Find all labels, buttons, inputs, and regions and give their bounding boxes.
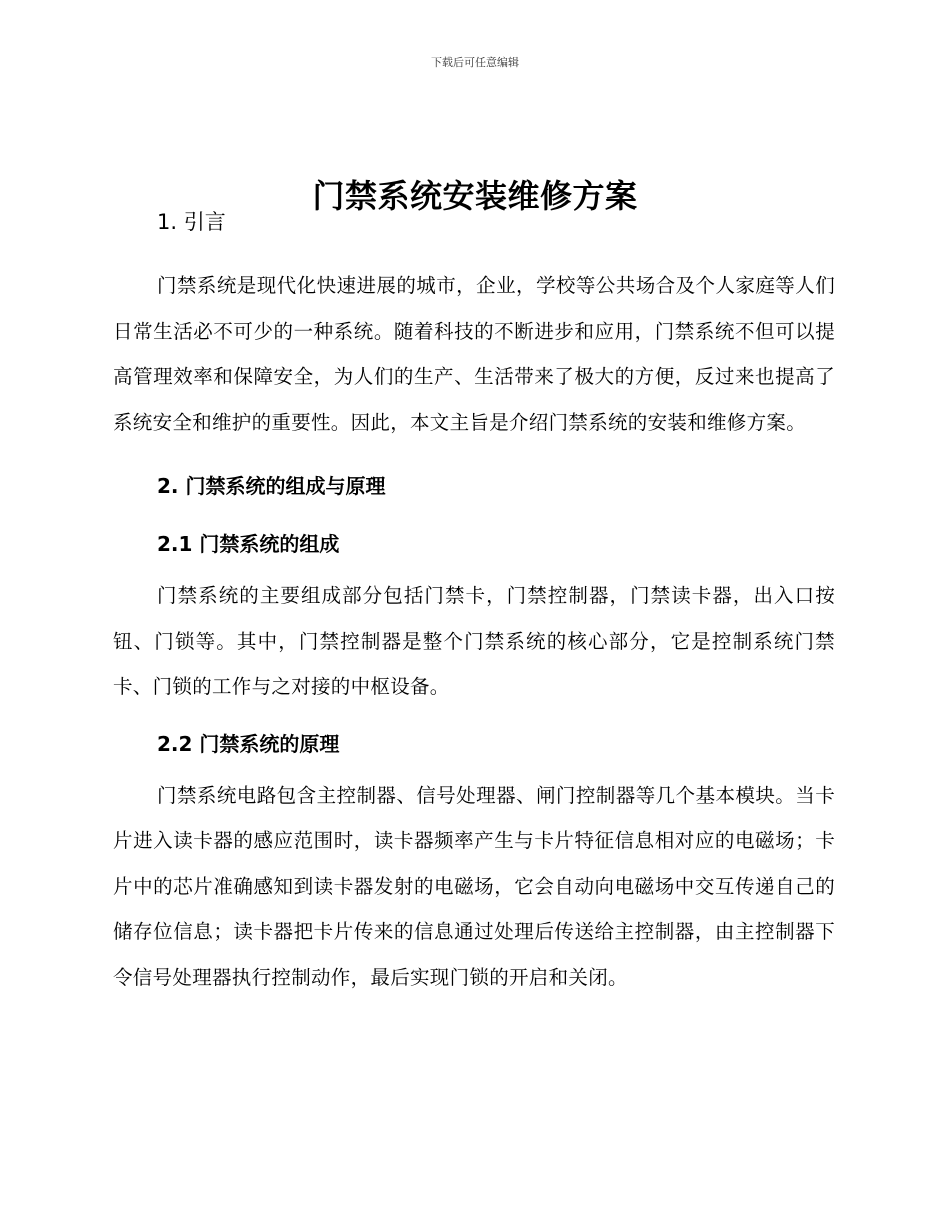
- section-heading-intro: 1. 引言: [157, 210, 226, 234]
- paragraph-composition: 门禁系统的主要组成部分包括门禁卡，门禁控制器，门禁读卡器，出入口按钮、门锁等。其中，门禁控制器是整个门禁系统的核心部分，它是控制系统门禁卡、门锁的工作与之对接的中枢设备。: [113, 584, 835, 698]
- subsection-heading-composition: 2.1 门禁系统的组成: [157, 532, 340, 556]
- paragraph-intro: 门禁系统是现代化快速进展的城市，企业，学校等公共场合及个人家庭等人们日常生活必不可少的一种系统。随着科技的不断进步和应用，门禁系统不但可以提高管理效率和保障安全，为人们的生产、生活带来了极大的方便，反过来也提高了系统安全和维护的重要性。因此，本文主旨是介绍门禁系统的安装和维修方案。: [113, 274, 835, 434]
- subsection-heading-principle: 2.2 门禁系统的原理: [157, 731, 340, 756]
- document-body: [113, 205, 835, 1000]
- document-title: 门禁系统安装维修方案: [312, 177, 638, 216]
- section-heading-composition-principle: 2. 门禁系统的组成与原理: [157, 474, 386, 498]
- paragraph-principle: 门禁系统电路包含主控制器、信号处理器、闸门控制器等几个基本模块。当卡片进入读卡器的感应范围时，读卡器频率产生与卡片特征信息相对应的电磁场；卡片中的芯片准确感知到读卡器发射的电磁场，它会自动向电磁场中交互传递自己的储存位信息；读卡器把卡片传来的信息通过处理后传送给主控制器，由主控制器下令信号处理器执行控制动作，最后实现门锁的开启和关闭。: [113, 783, 835, 989]
- header-note: 下载后可任意编辑: [431, 56, 519, 69]
